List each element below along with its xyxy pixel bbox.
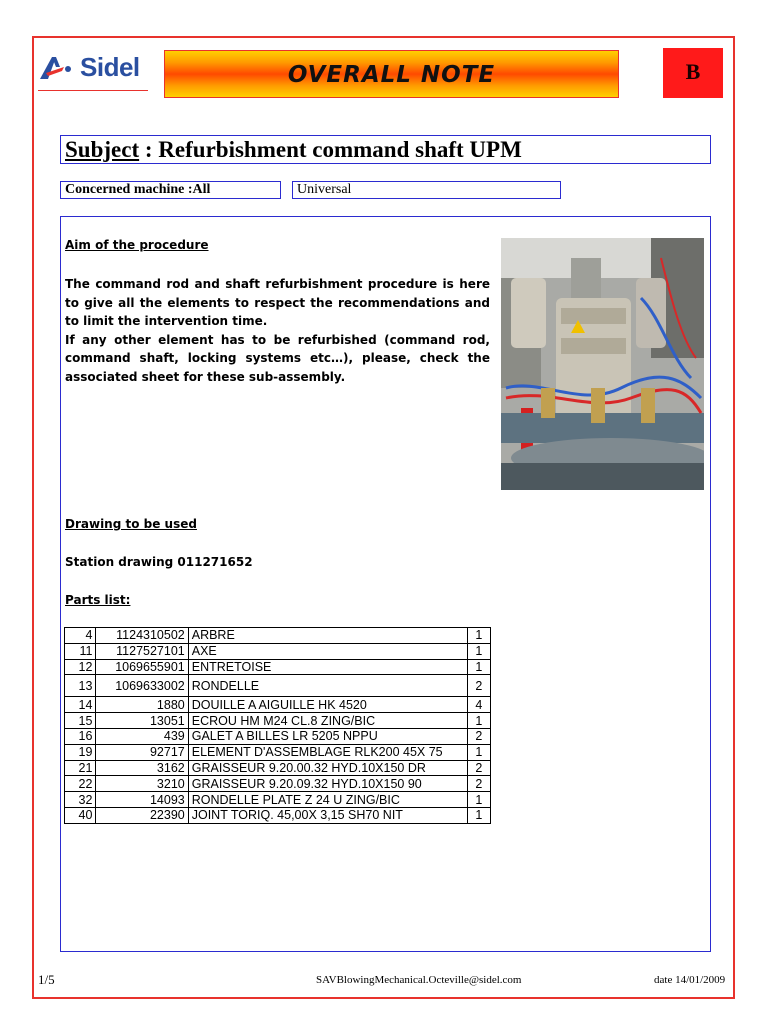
item-cell: 13 (65, 675, 96, 697)
quantity-cell: 1 (467, 713, 490, 729)
logo-text: Sidel (80, 52, 140, 82)
description-cell: ECROU HM M24 CL.8 ZING/BIC (188, 713, 467, 729)
table-row (65, 628, 491, 644)
drawing-heading: Drawing to be used (65, 517, 197, 531)
parts-table (64, 627, 491, 824)
description-cell: ARBRE (188, 628, 467, 644)
quantity-cell: 1 (467, 807, 490, 823)
document-date: date 14/01/2009 (654, 974, 726, 986)
quantity-cell: 1 (467, 792, 490, 808)
contact-email: SAVBlowingMechanical.Octeville@sidel.com (316, 974, 522, 986)
item-cell: 21 (65, 760, 96, 776)
sidel-logo (38, 50, 153, 84)
table-row (65, 675, 491, 697)
aim-paragraph-1: The command rod and shaft refurbishment procedure is here to give all the elements to respect the recommendations and to limit the intervention time. (65, 277, 490, 329)
item-cell: 22 (65, 776, 96, 792)
description-cell: DOUILLE A AIGUILLE HK 4520 (188, 697, 467, 713)
subject-label: Subject (65, 137, 140, 162)
description-cell: RONDELLE PLATE Z 24 U ZING/BIC (188, 792, 467, 808)
station-drawing: Station drawing 011271652 (65, 555, 253, 569)
concerned-machine: Concerned machine :All (60, 181, 281, 199)
table-row (65, 643, 491, 659)
quantity-cell: 2 (467, 675, 490, 697)
subject-value: Refurbishment command shaft UPM (158, 137, 522, 162)
item-cell: 32 (65, 792, 96, 808)
description-cell: GRAISSEUR 9.20.09.32 HYD.10X150 90 (188, 776, 467, 792)
reference-cell: 14093 (96, 792, 188, 808)
aim-heading: Aim of the procedure (65, 238, 209, 252)
table-row (65, 713, 491, 729)
description-cell: ELEMENT D'ASSEMBLAGE RLK200 45X 75 (188, 744, 467, 760)
reference-cell: 1069633002 (96, 675, 188, 697)
quantity-cell: 1 (467, 744, 490, 760)
item-cell: 12 (65, 659, 96, 675)
item-cell: 16 (65, 728, 96, 744)
table-row (65, 659, 491, 675)
description-cell: GRAISSEUR 9.20.00.32 HYD.10X150 DR (188, 760, 467, 776)
reference-cell: 92717 (96, 744, 188, 760)
table-row (65, 792, 491, 808)
table-row (65, 697, 491, 713)
description-cell: ENTRETOISE (188, 659, 467, 675)
reference-cell: 22390 (96, 807, 188, 823)
item-cell: 14 (65, 697, 96, 713)
reference-cell: 439 (96, 728, 188, 744)
reference-cell: 1124310502 (96, 628, 188, 644)
table-row (65, 776, 491, 792)
parts-table-body (65, 628, 491, 824)
aim-paragraph-2: If any other element has to be refurbished (command rod, command shaft, locking systems etc…), please, check the associated sheet for these sub-assembly. (65, 332, 490, 384)
quantity-cell: 1 (467, 643, 490, 659)
table-row (65, 744, 491, 760)
machine-photo (501, 238, 704, 490)
quantity-cell: 2 (467, 760, 490, 776)
item-cell: 19 (65, 744, 96, 760)
quantity-cell: 4 (467, 697, 490, 713)
quantity-cell: 1 (467, 628, 490, 644)
quantity-cell: 1 (467, 659, 490, 675)
revision-badge: B (663, 48, 723, 98)
machine-photo-image (501, 238, 704, 490)
quantity-cell: 2 (467, 728, 490, 744)
table-row (65, 807, 491, 823)
table-row (65, 760, 491, 776)
reference-cell: 13051 (96, 713, 188, 729)
reference-cell: 3210 (96, 776, 188, 792)
banner-title: OVERALL NOTE (287, 62, 496, 88)
parts-heading: Parts list: (65, 593, 131, 607)
reference-cell: 1069655901 (96, 659, 188, 675)
logo-underline (38, 90, 148, 91)
item-cell: 40 (65, 807, 96, 823)
machine-type: Universal (292, 181, 561, 199)
page-number: 1/5 (38, 972, 55, 987)
subject-separator: : (139, 137, 159, 162)
subject-box (60, 135, 711, 164)
quantity-cell: 2 (467, 776, 490, 792)
reference-cell: 1880 (96, 697, 188, 713)
item-cell: 4 (65, 628, 96, 644)
description-cell: JOINT TORIQ. 45,00X 3,15 SH70 NIT (188, 807, 467, 823)
reference-cell: 1127527101 (96, 643, 188, 659)
description-cell: RONDELLE (188, 675, 467, 697)
sidel-logo-icon (38, 53, 76, 83)
item-cell: 15 (65, 713, 96, 729)
description-cell: AXE (188, 643, 467, 659)
description-cell: GALET A BILLES LR 5205 NPPU (188, 728, 467, 744)
table-row (65, 728, 491, 744)
aim-paragraph (65, 275, 490, 387)
reference-cell: 3162 (96, 760, 188, 776)
item-cell: 11 (65, 643, 96, 659)
title-banner (164, 50, 619, 98)
